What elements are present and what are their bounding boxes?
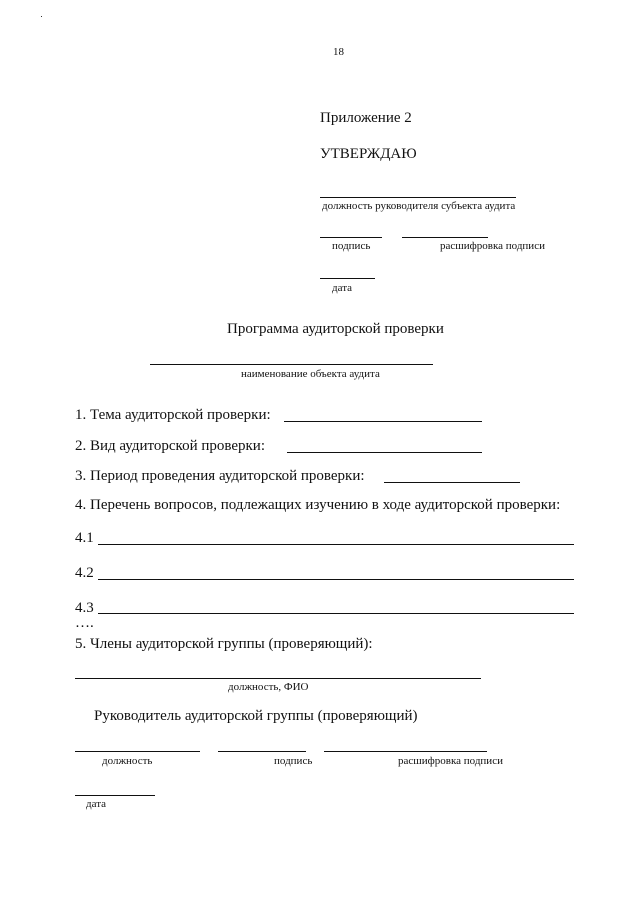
approver-position-line: [320, 197, 516, 198]
approver-position-caption: должность руководителя субъекта аудита: [322, 200, 516, 212]
approver-date-line: [320, 278, 375, 279]
item-members-label: 5. Члены аудиторской группы (проверяющий):: [75, 636, 373, 652]
approver-signature-line: [320, 237, 382, 238]
appendix-label: Приложение 2: [320, 110, 412, 126]
question-2-line: [98, 579, 574, 580]
approver-signature-caption: подпись: [332, 240, 371, 252]
question-3-label: 4.3: [75, 600, 94, 616]
questions-ellipsis: ….: [75, 615, 94, 631]
question-1-line: [98, 544, 574, 545]
item-topic-label: 1. Тема аудиторской проверки:: [75, 407, 271, 423]
leader-position-caption: должность: [102, 755, 153, 767]
item-period-label: 3. Период проведения аудиторской проверки:: [75, 468, 365, 484]
stray-mark: [41, 16, 42, 17]
members-line: [75, 678, 481, 679]
question-3-line: [98, 613, 574, 614]
question-2-label: 4.2: [75, 565, 94, 581]
leader-title: Руководитель аудиторской группы (проверяющий): [94, 708, 418, 724]
approver-decryption-caption: расшифровка подписи: [440, 240, 545, 252]
approver-date-caption: дата: [332, 282, 353, 294]
approve-heading: УТВЕРЖДАЮ: [320, 146, 417, 162]
page-number: 18: [333, 46, 344, 58]
item-type-line: [287, 452, 482, 453]
leader-date-caption: дата: [86, 798, 107, 810]
question-1-label: 4.1: [75, 530, 94, 546]
approver-decryption-line: [402, 237, 488, 238]
item-period-line: [384, 482, 520, 483]
leader-signature-line: [218, 751, 306, 752]
leader-decryption-caption: расшифровка подписи: [398, 755, 503, 767]
audit-object-line: [150, 364, 433, 365]
leader-signature-caption: подпись: [274, 755, 313, 767]
leader-decryption-line: [324, 751, 487, 752]
members-caption: должность, ФИО: [228, 681, 309, 693]
item-type-label: 2. Вид аудиторской проверки:: [75, 438, 266, 454]
item-topic-line: [284, 421, 482, 422]
program-title: Программа аудиторской проверки: [227, 321, 444, 337]
item-questions-label: 4. Перечень вопросов, подлежащих изучению в ходе аудиторской проверки:: [75, 497, 561, 513]
leader-date-line: [75, 795, 155, 796]
leader-position-line: [75, 751, 200, 752]
audit-object-caption: наименование объекта аудита: [241, 368, 380, 380]
